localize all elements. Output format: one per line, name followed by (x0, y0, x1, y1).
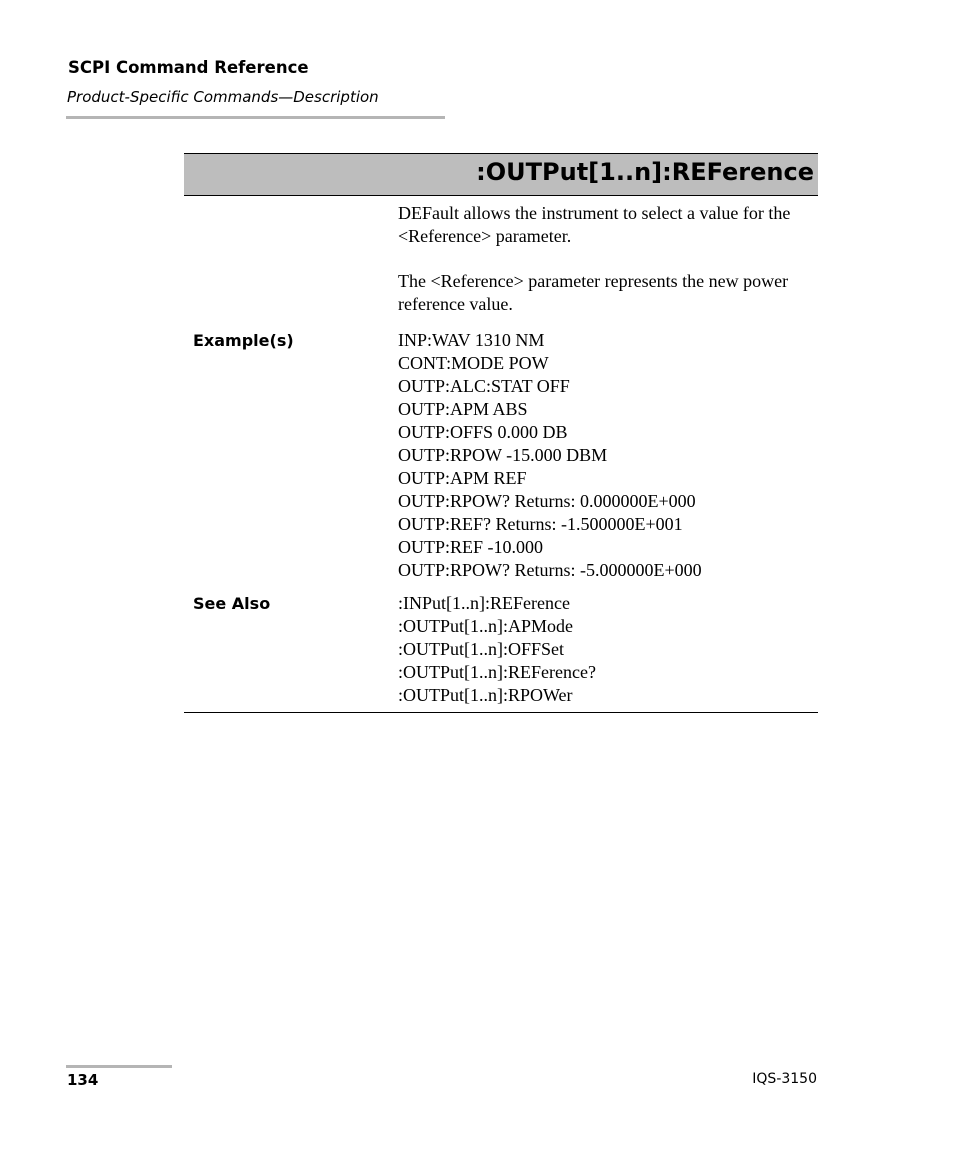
see-also-item: :OUTPut[1..n]:RPOWer (398, 685, 573, 705)
header-divider (66, 116, 445, 119)
see-also-item: :OUTPut[1..n]:APMode (398, 616, 573, 636)
example-line: OUTP:RPOW? Returns: -5.000000E+000 (398, 560, 702, 580)
product-name: IQS-3150 (752, 1071, 817, 1087)
example-line: OUTP:OFFS 0.000 DB (398, 422, 568, 442)
running-header-subtitle: Product-Specific Commands—Description (67, 88, 379, 106)
example-line: INP:WAV 1310 NM (398, 330, 545, 350)
example-line: OUTP:APM ABS (398, 399, 528, 419)
example-line: OUTP:ALC:STAT OFF (398, 376, 570, 396)
see-also-label: See Also (193, 594, 271, 613)
examples-label: Example(s) (193, 331, 294, 350)
see-also-list (398, 592, 818, 707)
example-line: OUTP:APM REF (398, 468, 527, 488)
description-paragraph-1: DEFault allows the instrument to select a value for the <Reference> parameter. (398, 203, 791, 246)
see-also-item: :OUTPut[1..n]:REFerence? (398, 662, 596, 682)
example-line: OUTP:REF -10.000 (398, 537, 544, 557)
footer-divider (66, 1065, 172, 1068)
see-also-item: :OUTPut[1..n]:OFFSet (398, 639, 565, 659)
running-header-title: SCPI Command Reference (68, 58, 309, 77)
example-line: OUTP:REF? Returns: -1.500000E+001 (398, 514, 683, 534)
section-bottom-divider (184, 712, 818, 713)
command-title: :OUTPut[1..n]:REFerence (476, 158, 814, 186)
description-paragraph-2: The <Reference> parameter represents the new power reference value. (398, 271, 789, 314)
command-banner (184, 153, 818, 196)
examples-list (398, 329, 818, 582)
page-number: 134 (67, 1071, 99, 1089)
example-line: OUTP:RPOW? Returns: 0.000000E+000 (398, 491, 696, 511)
example-line: OUTP:RPOW -15.000 DBM (398, 445, 608, 465)
see-also-item: :INPut[1..n]:REFerence (398, 593, 570, 613)
example-line: CONT:MODE POW (398, 353, 549, 373)
